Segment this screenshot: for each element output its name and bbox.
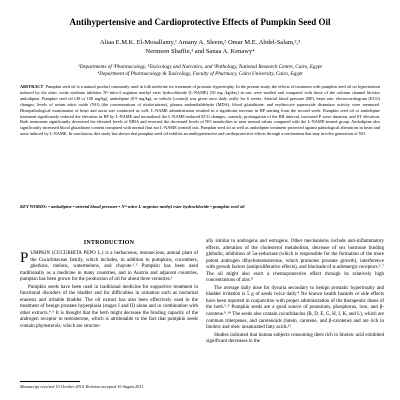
affiliation-line: ¹Departments of ²Pharmacology, ³Toxicology and Narcotics, and ³Pathology, National Research Centre, Cairo, Egypt — [78, 64, 322, 70]
right-paragraph-1: ally similar to androgens and estrogens. Other mechanisms include anti-inflammatory effects, alteration of the cholesterol metabolism, decrease of sex hormone binding globulin, inhibition of 5α-reductase (which is responsible for the formation of the more potent androgen dihydrotestosterone, which promotes prostate growth), interference with growth factors (antiproliferative effects), and blockade of α-adrenergic receptors.⁶˒⁷ The oil might also exert a chemoprotective effect through its relatively high concentrations of zinc.⁸ — [206, 239, 384, 284]
right-column — [206, 239, 384, 346]
author-list — [10, 38, 390, 56]
left-column — [20, 239, 198, 331]
right-paragraph-3: Studies indicated that human subjects consuming diets rich in linoleic acid exhibited significant decreases in the — [206, 332, 384, 345]
intro-paragraph-1 — [20, 251, 198, 284]
intro-paragraph-2: Pumpkin seeds have been used in traditional medicine for supportive treatment in functional disorders of the bladder and for difficulties in urination such as nocturnal enuresis and irritable bladder. The oil extract has also been effectively used in the treatment of benign prostate hyperplasia (stages I and II) alone and in combination with other extracts.⁴˒⁵ It is thought that the herb might decrease the binding capacity of the androgen receptor to testosterone, which is attributable to the fact that pumpkin seeds contain phytosterols, which are structur- — [20, 284, 198, 330]
author-line: Nermeen Shaffie,³ and Sanaa A. Kenawy⁴ — [145, 48, 255, 55]
keywords: KEY WORDS: • amlodipine • arterial blood pressure • Nᴳ-nitro-L-arginine methyl ester hydrochloride • pumpkin seed oil — [20, 204, 245, 209]
abstract-label: ABSTRACT — [20, 84, 44, 89]
abstract — [20, 84, 380, 137]
intro-paragraph-1-text: UMPKIN (CUCURBITA PEPO L.) is a herbaceous, monoecious, annual plant of the Cucurbitaceae family, which includes, in addition to pumpkins, cucumbers, gherkins, melons, watermelons, and chayote.¹˒² Pumpkin has been used traditionally as a medicine in many countries, and in Austria and adjacent countries, pumpkin has been grown for the production of oil for about three centuries.³ — [20, 251, 198, 283]
author-line: Aliaa E.M.K. El-Mosallamy,¹ Amany A. Sleem,² Omar M.E. Abdel-Salam,²,³ — [99, 39, 301, 46]
abstract-text: Pumpkin seed oil is a natural product commonly used in folk medicine for treatment of prostatic hypertrophy. In the present study, the effects of treatment with pumpkin seed oil on hypertension induced by the nitric oxide synthase inhibitor Nᴳ-nitro-L-arginine methyl ester hydrochloride (L-NAME) (50 mg /kg/day) in rats were studied and compared with those of the calcium channel blocker amlodipine. Pumpkin seed oil (40 or 100 mg/kg), amlodipine (0.9 mg/kg), or vehicle (control) was given once daily orally for 6 weeks. Arterial blood pressure (BP), heart rate, electrocardiogram (ECG) changes, levels of serum nitric oxide (NO) (the concentrations of nitrite/nitrate), plasma malondialdehyde (MDA), blood glutathione, and erythrocyte superoxide dismutase activity were measured. Histopathological examination of heart and aorta was conducted as well. L-NAME administration resulted in a significant increase in BP starting from the second week. Pumpkin seed oil or amlodipine treatment significantly reduced the elevation in BP by L-NAME and normalized the L-NAME-induced ECG changes—namely, prolongation of the RR interval, increased P wave duration, and ST elevation. Both treatments significantly decreased the elevated levels of MDA and reversed the decreased levels of NO metabolites to near normal values compared with the L-NAME-treated group. Amlodipine also significantly increased blood glutathione content compared with normal (but not L-NAME treated) rats. Pumpkin seed oil as well as amlodipine treatment protected against pathological alterations in heart and aorta induced by L-NAME. In conclusion, this study has shown that pumpkin seed oil exhibits an antihypertensive and cardioprotective effects through a mechanism that may involve generation of NO. — [20, 84, 380, 137]
affiliation-line: ⁴Department of Pharmacology & Toxicology, Faculty of Pharmacy, Cairo University, Cairo, Egypt — [97, 71, 303, 77]
footnote-rule — [20, 381, 80, 382]
affiliations — [16, 64, 384, 78]
manuscript-note: Manuscript received 10 October 2010. Revision accepted 16 August 2011. — [20, 384, 145, 389]
paper-title: Antihypertensive and Cardioprotective Effects of Pumpkin Seed Oil — [69, 17, 331, 27]
right-paragraph-2: The average daily dose for dysuria secondary to benign prostatic hypertrophy and bladder irritation is 5 g of seeds twice daily.⁴ No known health hazards or side effects have been reported in conjunction with proper administration of the therapeutic doses of the herb.⁵˒⁸ Pumpkin seeds are a good source of potassium, phosphorus, iron, and β-carotene.⁹˒¹⁰ The seeds also contain cucurbitacins (B, D, E, G, H, I, K, and L), which are common triterpenes, and carotenoids (lutein, carotene, and β-carotene) and are rich in linoleic and oleic unsaturated fatty acids.¹¹ — [206, 285, 384, 331]
section-heading-introduction: INTRODUCTION — [83, 240, 135, 246]
drop-cap: P — [20, 250, 29, 266]
